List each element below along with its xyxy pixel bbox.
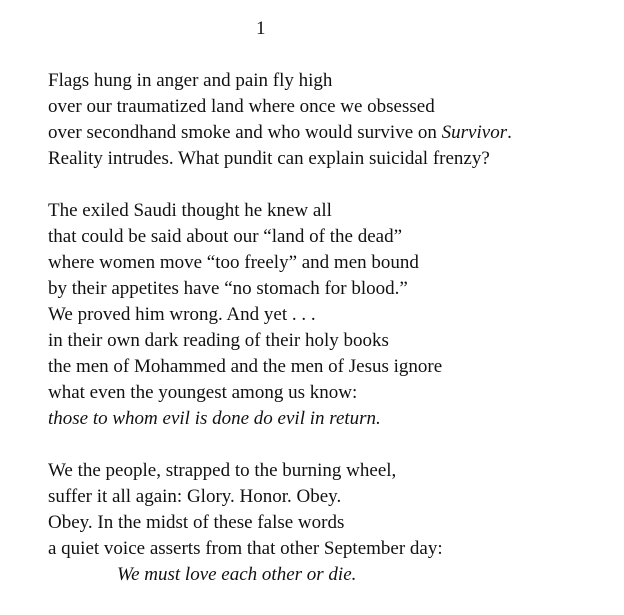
stanza-1 bbox=[48, 68, 618, 172]
poem-line: what even the youngest among us know: bbox=[48, 382, 358, 403]
poem-line: suffer it all again: Glory. Honor. Obey. bbox=[48, 486, 342, 507]
poem-line: over our traumatized land where once we obsessed bbox=[48, 96, 435, 117]
poem-line: We the people, strapped to the burning wheel, bbox=[48, 460, 397, 481]
poem-line: Reality intrudes. What pundit can explain suicidal frenzy? bbox=[48, 148, 490, 169]
poem-line: where women move “too freely” and men bound bbox=[48, 252, 419, 273]
poem-line: by their appetites have “no stomach for blood.” bbox=[48, 278, 408, 299]
poem-line-text: over secondhand smoke and who would survive on bbox=[48, 122, 442, 143]
poem-line: a quiet voice asserts from that other September day: bbox=[48, 538, 443, 559]
page-number: 1 bbox=[256, 18, 266, 39]
poem-line-italic: those to whom evil is done do evil in return. bbox=[48, 408, 381, 429]
poem-line: We proved him wrong. And yet . . . bbox=[48, 304, 316, 325]
stanza-2 bbox=[48, 198, 618, 432]
poem-line: that could be said about our “land of the dead” bbox=[48, 226, 403, 247]
poem-line: the men of Mohammed and the men of Jesus ignore bbox=[48, 356, 443, 377]
poem-line: in their own dark reading of their holy books bbox=[48, 330, 389, 351]
poem-line-punctuation: . bbox=[507, 122, 512, 143]
poem-line bbox=[48, 120, 618, 146]
poem bbox=[48, 68, 618, 588]
closing-line: We must love each other or die. bbox=[117, 564, 357, 585]
poem-line: Flags hung in anger and pain fly high bbox=[48, 70, 333, 91]
stanza-3 bbox=[48, 458, 618, 588]
poem-line: The exiled Saudi thought he knew all bbox=[48, 200, 332, 221]
survivor-title: Survivor bbox=[441, 122, 508, 143]
poem-line: Obey. In the midst of these false words bbox=[48, 512, 345, 533]
